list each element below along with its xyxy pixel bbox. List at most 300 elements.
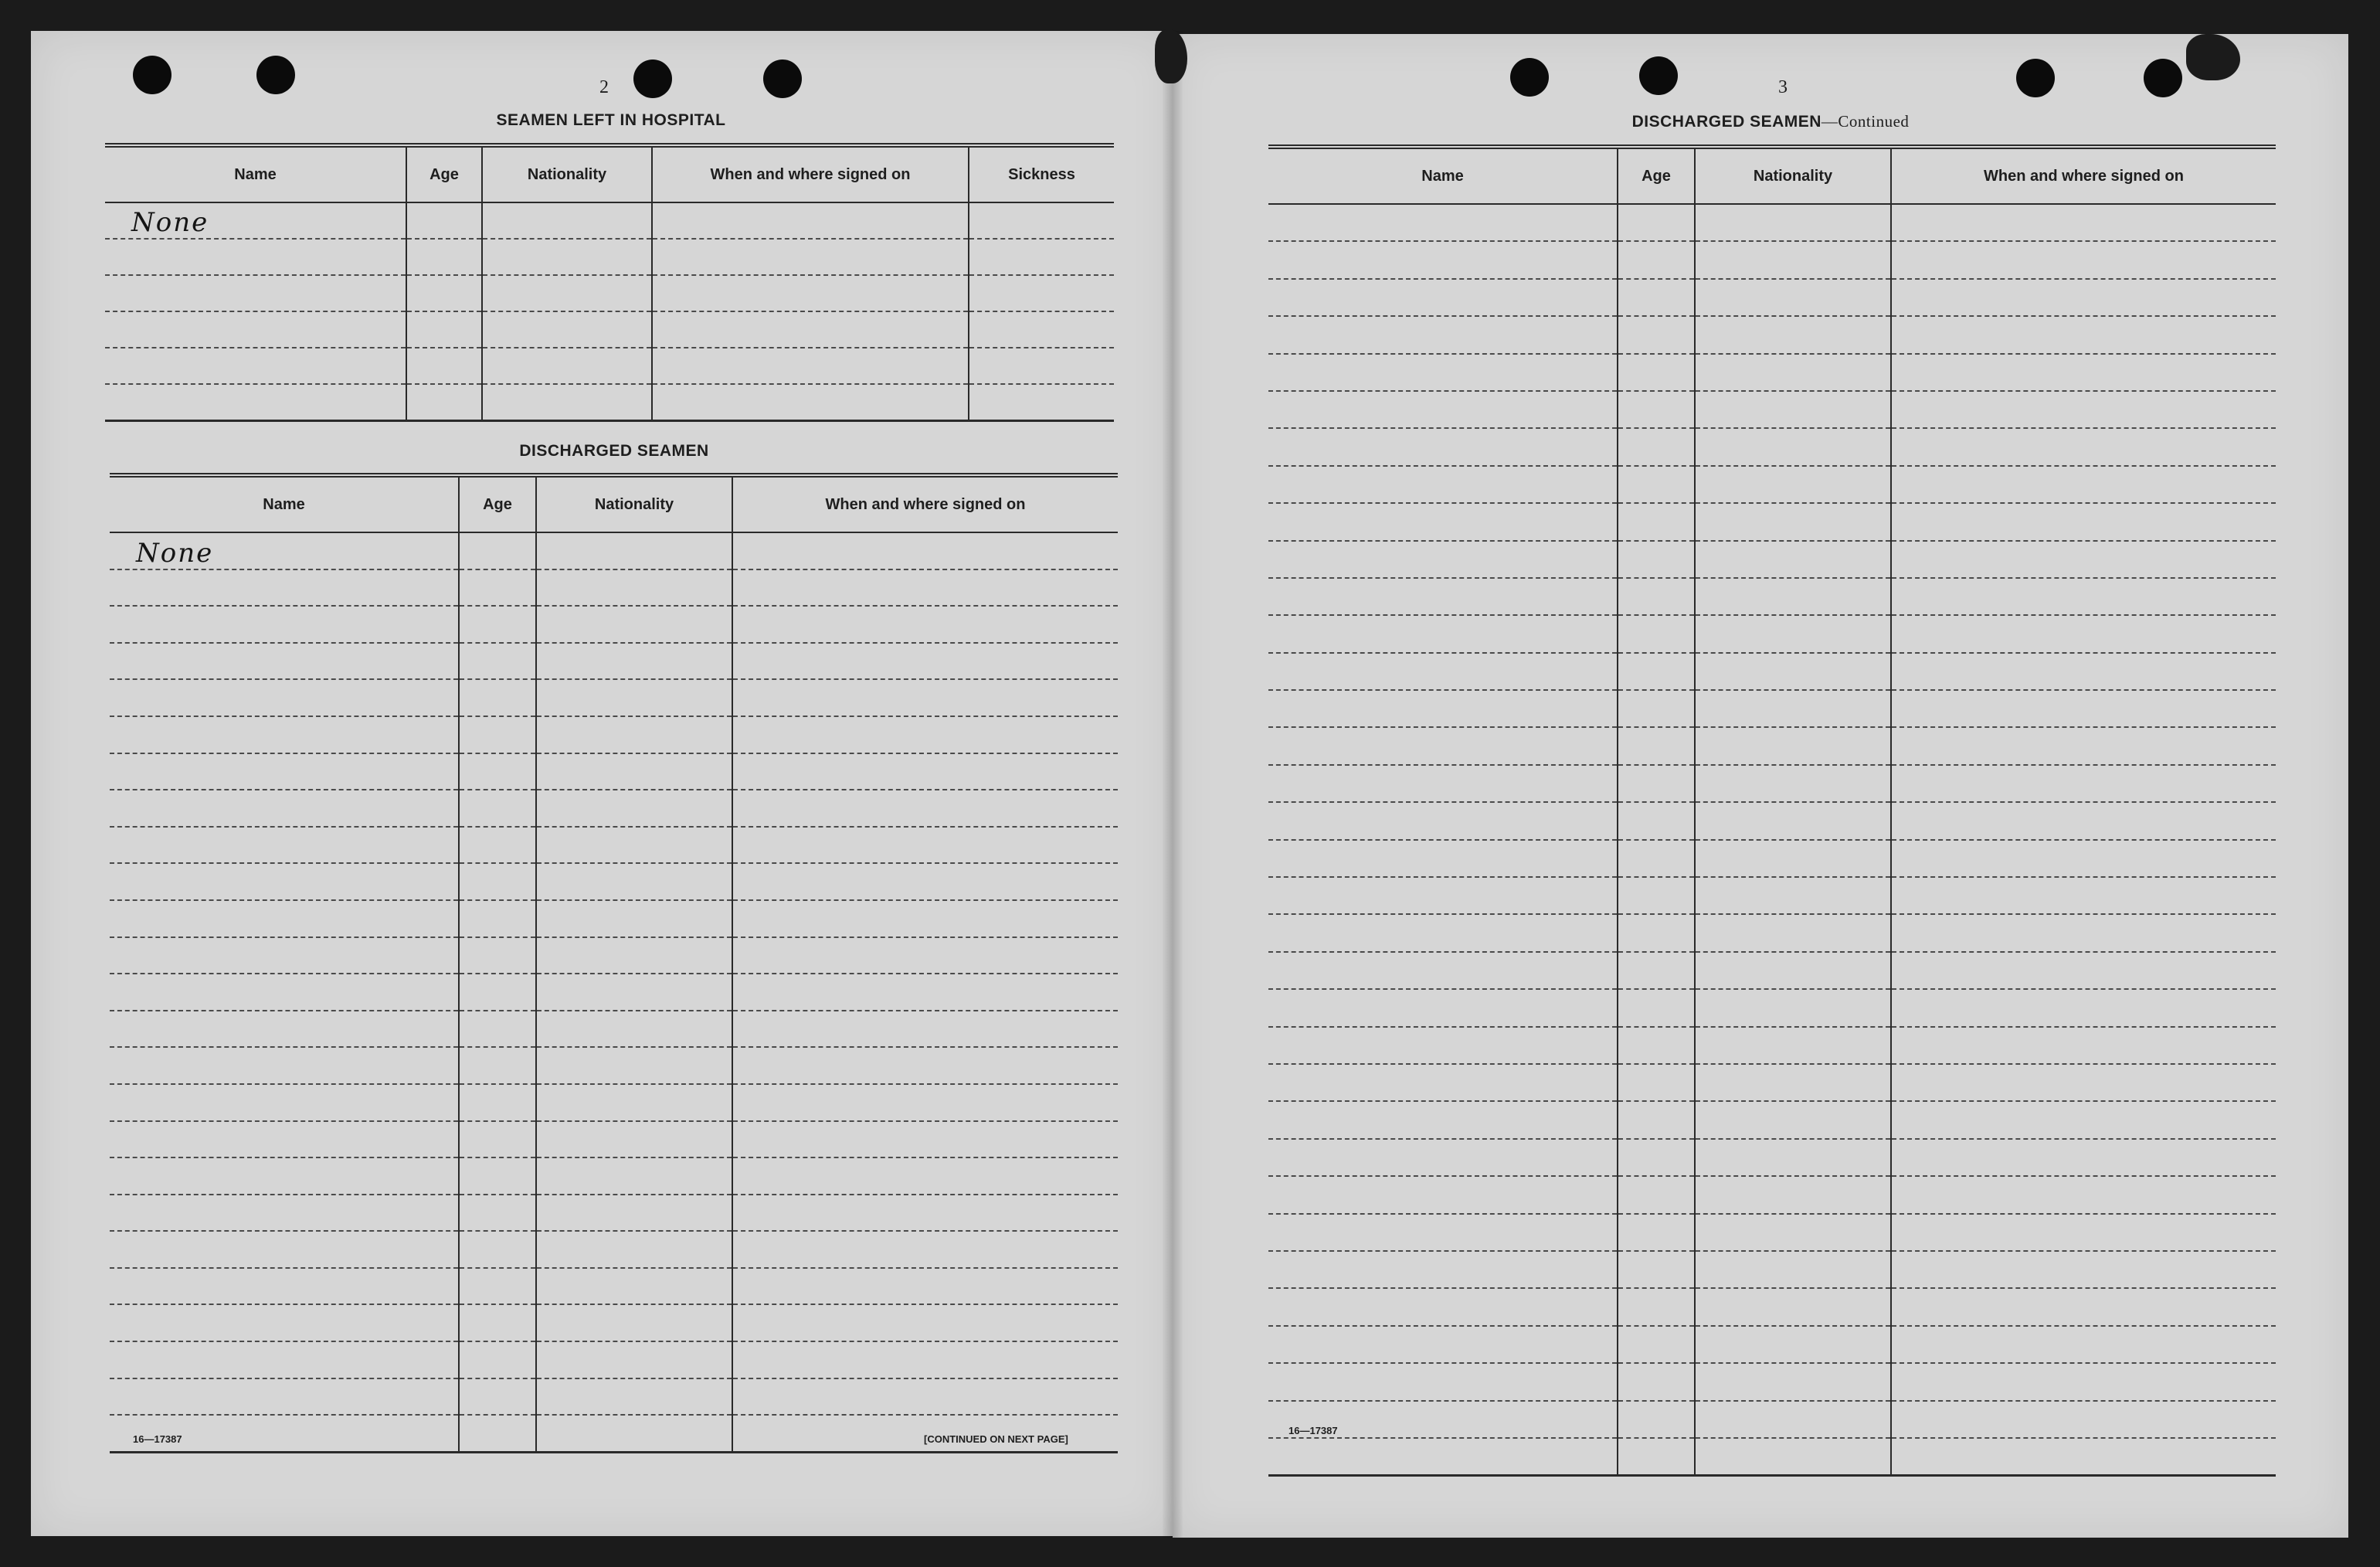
table-cell [1268, 354, 1618, 391]
table-cell [536, 679, 732, 716]
table-header-row [1268, 147, 2276, 204]
table-cell [406, 311, 482, 348]
table-cell [1618, 541, 1695, 578]
table-row [110, 790, 1118, 827]
table-cell [459, 1378, 536, 1416]
table-row [1268, 615, 2276, 652]
table-cell [732, 1341, 1118, 1378]
table-cell [1268, 1251, 1618, 1288]
table-cell [1891, 1176, 2276, 1213]
table-cell [1695, 653, 1891, 690]
table-cell [1891, 354, 2276, 391]
page-number: 2 [599, 77, 609, 97]
table-cell [536, 1304, 732, 1341]
page-number: 3 [1778, 77, 1788, 97]
table-row [1268, 840, 2276, 877]
column-header-sickness: Sickness [969, 145, 1114, 202]
table-cell [1695, 1214, 1891, 1251]
table-row [1268, 1027, 2276, 1064]
table-cell [1695, 1363, 1891, 1400]
table-cell [732, 679, 1118, 716]
table-cell [1618, 1176, 1695, 1213]
table-cell [1268, 840, 1618, 877]
table-cell [732, 827, 1118, 864]
table-cell [110, 974, 459, 1011]
table-row [1268, 1139, 2276, 1176]
table-cell [1618, 914, 1695, 951]
table-cell [105, 384, 406, 421]
table-cell [1891, 1101, 2276, 1138]
table-cell [1695, 241, 1891, 278]
table-cell [732, 1378, 1118, 1416]
table-cell [1618, 727, 1695, 764]
table-cell [732, 569, 1118, 607]
table-row [1268, 1363, 2276, 1400]
table-header-row [110, 475, 1118, 532]
table-cell [1891, 204, 2276, 241]
table-cell [1618, 279, 1695, 316]
discharged-continued-title [1268, 112, 2273, 131]
table-cell [1695, 765, 1891, 802]
table-cell [1268, 802, 1618, 839]
table-cell [1891, 1363, 2276, 1400]
table-cell [110, 1157, 459, 1195]
table-cell [1618, 391, 1695, 428]
table-cell [1618, 1027, 1695, 1064]
table-cell [732, 606, 1118, 643]
table-cell [1891, 391, 2276, 428]
table-cell [1891, 1288, 2276, 1325]
table-cell [536, 974, 732, 1011]
table-cell [1891, 1251, 2276, 1288]
table-cell [110, 716, 459, 753]
table-cell [1891, 316, 2276, 353]
table-cell [1891, 241, 2276, 278]
table-cell [482, 275, 652, 311]
table-cell [1695, 989, 1891, 1026]
table-row [110, 1195, 1118, 1232]
table-row [105, 348, 1114, 384]
table-row [110, 1231, 1118, 1268]
table-row [1268, 316, 2276, 353]
table-cell [110, 569, 459, 607]
table-cell [536, 1231, 732, 1268]
table-cell [536, 532, 732, 569]
table-row [105, 239, 1114, 275]
table-row [1268, 503, 2276, 540]
table-cell [732, 1157, 1118, 1195]
table-cell [732, 790, 1118, 827]
table-row [1268, 578, 2276, 615]
table-cell [105, 275, 406, 311]
table-cell [1891, 1027, 2276, 1064]
table-cell [459, 863, 536, 900]
table-cell [536, 606, 732, 643]
column-header-nationality: Nationality [536, 475, 732, 532]
table-row [1268, 877, 2276, 914]
table-cell [1695, 1176, 1891, 1213]
table-cell [536, 1378, 732, 1416]
table-row [1268, 690, 2276, 727]
table-cell [110, 679, 459, 716]
punch-hole [763, 59, 802, 98]
table-cell [1618, 1363, 1695, 1400]
table-row [105, 202, 1114, 239]
punch-hole [1510, 58, 1549, 97]
table-row [1268, 279, 2276, 316]
table-cell [110, 827, 459, 864]
table-cell [1268, 1064, 1618, 1101]
table-row [110, 1011, 1118, 1048]
table-cell [536, 569, 732, 607]
table-cell [1891, 877, 2276, 914]
table-cell [536, 790, 732, 827]
table-cell [969, 202, 1114, 239]
table-cell [110, 1121, 459, 1158]
table-row [110, 937, 1118, 974]
table-cell [1891, 989, 2276, 1026]
table-cell [1695, 1101, 1891, 1138]
table-cell [1268, 241, 1618, 278]
table-cell [1268, 1438, 1618, 1476]
table-cell [1891, 1326, 2276, 1363]
table-cell [482, 202, 652, 239]
table-cell [1695, 1251, 1891, 1288]
table-row [1268, 466, 2276, 503]
table-cell [1268, 1326, 1618, 1363]
table-cell [1618, 653, 1695, 690]
table-cell [110, 1011, 459, 1048]
table-cell [1695, 1401, 1891, 1438]
table-cell [482, 348, 652, 384]
table-cell [1891, 578, 2276, 615]
table-cell [1268, 615, 1618, 652]
table-cell [969, 348, 1114, 384]
table-cell [732, 1268, 1118, 1305]
table-cell [110, 863, 459, 900]
table-row [1268, 802, 2276, 839]
table-row [110, 569, 1118, 607]
table-cell [1695, 466, 1891, 503]
table-cell [652, 275, 969, 311]
table-cell [732, 863, 1118, 900]
table-row [1268, 727, 2276, 764]
table-row [110, 643, 1118, 680]
table-cell [1618, 354, 1695, 391]
table-cell [1891, 466, 2276, 503]
table-cell [1695, 204, 1891, 241]
table-cell [1618, 316, 1695, 353]
table-cell [459, 974, 536, 1011]
table-cell [652, 384, 969, 421]
table-row [1268, 204, 2276, 241]
table-cell [1618, 1251, 1695, 1288]
table-cell [459, 1047, 536, 1084]
page-gutter [1163, 31, 1183, 1538]
form-number: 16—17387 [1288, 1425, 1338, 1436]
section-title-suffix: —Continued [1821, 112, 1910, 131]
table-cell [536, 716, 732, 753]
table-cell [1695, 840, 1891, 877]
table-cell [1268, 1027, 1618, 1064]
table-cell [1268, 914, 1618, 951]
table-cell [1695, 354, 1891, 391]
table-cell [459, 1415, 536, 1452]
table-cell [1695, 1064, 1891, 1101]
punch-hole [1639, 56, 1678, 95]
table-cell [536, 1121, 732, 1158]
table-cell [110, 1378, 459, 1416]
table-row [1268, 989, 2276, 1026]
table-cell [1268, 316, 1618, 353]
table-cell [459, 790, 536, 827]
table-row [1268, 1214, 2276, 1251]
hospital-table [105, 143, 1114, 422]
table-cell [1695, 1288, 1891, 1325]
table-row [1268, 653, 2276, 690]
table-cell [732, 1011, 1118, 1048]
table-cell [1695, 615, 1891, 652]
table-cell [652, 239, 969, 275]
table-cell [110, 1047, 459, 1084]
table-row [110, 1378, 1118, 1416]
table-row [1268, 1176, 2276, 1213]
table-cell [1618, 466, 1695, 503]
table-cell [459, 532, 536, 569]
table-cell [482, 239, 652, 275]
table-cell [459, 1195, 536, 1232]
table-cell [110, 937, 459, 974]
table-cell [536, 1341, 732, 1378]
table-cell [1268, 578, 1618, 615]
table-cell [459, 753, 536, 790]
table-cell [1891, 1438, 2276, 1476]
column-header-signed-on: When and where signed on [652, 145, 969, 202]
table-cell [1268, 653, 1618, 690]
column-header-signed-on: When and where signed on [732, 475, 1118, 532]
table-row [105, 384, 1114, 421]
table-cell [732, 716, 1118, 753]
table-cell [969, 275, 1114, 311]
table-cell [536, 827, 732, 864]
table-cell [1618, 690, 1695, 727]
table-cell [1618, 615, 1695, 652]
table-row [110, 1268, 1118, 1305]
table-cell [536, 1011, 732, 1048]
form-number: 16—17387 [133, 1433, 182, 1445]
table-cell [1618, 765, 1695, 802]
table-cell [1618, 1101, 1695, 1138]
punch-hole [2016, 59, 2055, 97]
table-row [110, 606, 1118, 643]
table-cell [406, 239, 482, 275]
table-row [110, 679, 1118, 716]
table-cell [1618, 578, 1695, 615]
table-row [1268, 1401, 2276, 1438]
table-cell [1618, 1288, 1695, 1325]
table-cell [1695, 428, 1891, 465]
table-cell [1891, 615, 2276, 652]
table-cell [1268, 279, 1618, 316]
table-cell [732, 1304, 1118, 1341]
table-cell [1618, 1214, 1695, 1251]
table-cell [1618, 1401, 1695, 1438]
table-cell [459, 643, 536, 680]
discharged-section-title: DISCHARGED SEAMEN [519, 442, 709, 460]
punch-hole [256, 56, 295, 94]
table-cell [1891, 428, 2276, 465]
column-header-nationality: Nationality [482, 145, 652, 202]
table-cell [536, 753, 732, 790]
table-cell [536, 863, 732, 900]
table-cell [969, 384, 1114, 421]
table-row [1268, 1064, 2276, 1101]
table-cell [482, 384, 652, 421]
table-cell [732, 900, 1118, 937]
table-row [110, 900, 1118, 937]
table-cell [1891, 1401, 2276, 1438]
table-row [110, 1304, 1118, 1341]
table-cell [406, 202, 482, 239]
table-cell [110, 532, 459, 569]
table-cell [459, 1268, 536, 1305]
table-cell [1618, 802, 1695, 839]
table-cell [110, 790, 459, 827]
table-cell [732, 937, 1118, 974]
table-row [1268, 914, 2276, 951]
table-cell [1891, 1139, 2276, 1176]
table-row [1268, 952, 2276, 989]
table-cell [459, 1341, 536, 1378]
table-row [110, 1121, 1118, 1158]
table-row [1268, 541, 2276, 578]
table-cell [1268, 690, 1618, 727]
table-cell [1268, 503, 1618, 540]
table-cell [459, 900, 536, 937]
table-cell [110, 1268, 459, 1305]
table-row [110, 1157, 1118, 1195]
table-cell [459, 937, 536, 974]
column-header-name: Name [110, 475, 459, 532]
table-cell [652, 311, 969, 348]
table-cell [969, 311, 1114, 348]
table-cell [732, 1231, 1118, 1268]
table-row [1268, 1251, 2276, 1288]
continued-note: [CONTINUED ON NEXT PAGE] [924, 1433, 1068, 1445]
table-cell [1268, 541, 1618, 578]
table-cell [459, 1084, 536, 1121]
table-cell [1891, 802, 2276, 839]
table-cell [1268, 391, 1618, 428]
table-cell [1695, 1438, 1891, 1476]
table-cell [732, 532, 1118, 569]
table-cell [1268, 1139, 1618, 1176]
table-cell [105, 348, 406, 384]
table-cell [110, 1084, 459, 1121]
table-cell [459, 1121, 536, 1158]
table-cell [110, 1304, 459, 1341]
punch-hole [2144, 59, 2182, 97]
table-row [110, 827, 1118, 864]
discharged-seamen-continued-table [1268, 144, 2276, 1477]
table-cell [536, 1084, 732, 1121]
table-cell [732, 1084, 1118, 1121]
table-cell [1891, 840, 2276, 877]
column-header-age: Age [1618, 147, 1695, 204]
column-header-age: Age [406, 145, 482, 202]
table-row [1268, 1438, 2276, 1476]
table-cell [732, 753, 1118, 790]
table-cell [482, 311, 652, 348]
table-cell [459, 1231, 536, 1268]
table-cell [1695, 1139, 1891, 1176]
table-cell [1695, 316, 1891, 353]
table-cell [1695, 1027, 1891, 1064]
table-row [110, 532, 1118, 569]
table-cell [1695, 503, 1891, 540]
table-cell [1618, 952, 1695, 989]
table-cell [1618, 877, 1695, 914]
table-cell [110, 606, 459, 643]
table-cell [110, 753, 459, 790]
table-cell [1268, 1288, 1618, 1325]
table-cell [1268, 428, 1618, 465]
punch-hole [133, 56, 171, 94]
table-cell [459, 606, 536, 643]
table-cell [732, 1195, 1118, 1232]
table-cell [459, 1157, 536, 1195]
table-cell [536, 1415, 732, 1452]
table-cell [1268, 1363, 1618, 1400]
column-header-signed-on: When and where signed on [1891, 147, 2276, 204]
table-cell [1891, 279, 2276, 316]
table-row [110, 716, 1118, 753]
table-row [1268, 1326, 2276, 1363]
table-cell [1695, 578, 1891, 615]
table-cell [536, 1195, 732, 1232]
table-row [1268, 765, 2276, 802]
table-cell [536, 900, 732, 937]
table-cell [1618, 428, 1695, 465]
table-row [1268, 1101, 2276, 1138]
table-cell [1268, 1101, 1618, 1138]
table-row [110, 974, 1118, 1011]
table-row [110, 863, 1118, 900]
table-cell [406, 384, 482, 421]
table-row [110, 1047, 1118, 1084]
table-cell [536, 643, 732, 680]
table-cell [732, 643, 1118, 680]
table-cell [1268, 727, 1618, 764]
table-cell [969, 239, 1114, 275]
table-cell [1891, 1064, 2276, 1101]
handwritten-entry: None [131, 207, 209, 238]
table-cell [1695, 727, 1891, 764]
table-row [1268, 428, 2276, 465]
table-cell [110, 1341, 459, 1378]
table-cell [1618, 840, 1695, 877]
table-row [1268, 241, 2276, 278]
column-header-name: Name [1268, 147, 1618, 204]
table-row [110, 1341, 1118, 1378]
table-cell [1695, 1326, 1891, 1363]
table-cell [1695, 877, 1891, 914]
table-cell [1618, 204, 1695, 241]
table-cell [536, 1157, 732, 1195]
table-cell [1618, 1064, 1695, 1101]
table-cell [1695, 802, 1891, 839]
table-cell [1268, 1176, 1618, 1213]
